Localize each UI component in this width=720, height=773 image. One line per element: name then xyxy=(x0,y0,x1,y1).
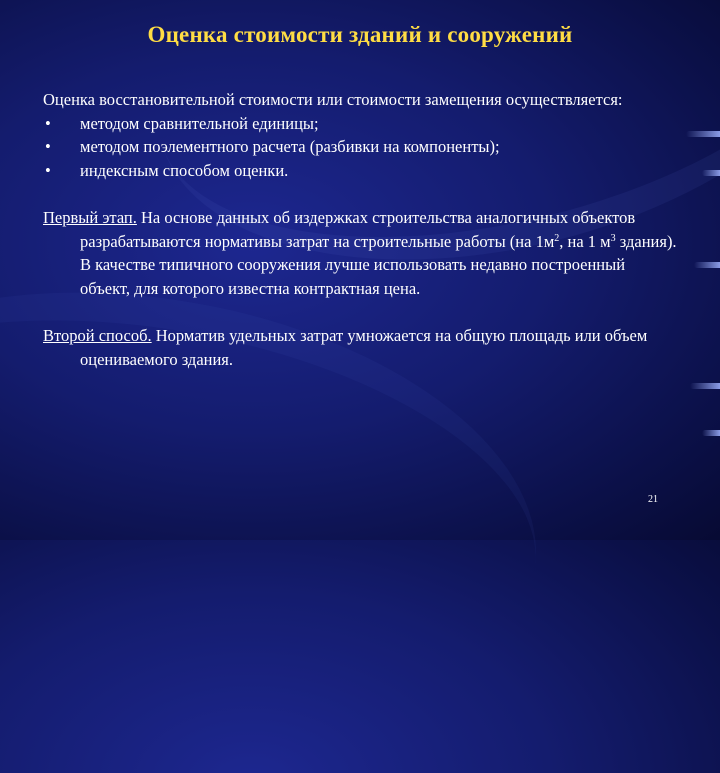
stage2-label: Второй способ. xyxy=(43,326,152,345)
method-text: методом сравнительной единицы; xyxy=(80,113,319,133)
stage2-paragraph xyxy=(43,324,678,371)
decor-edge-bar xyxy=(686,131,720,137)
bullet-icon: • xyxy=(45,113,51,133)
decor-edge-bar xyxy=(690,383,720,389)
list-item xyxy=(43,159,678,183)
stage1-text-b: , на 1 м xyxy=(559,231,611,251)
decor-edge-bar xyxy=(702,430,720,436)
stage1-sup-square: 2 xyxy=(554,232,560,244)
stage1-text-a: На основе данных об издержках строительства аналогичных объектов разрабатываются нормативы затрат на строительные работы (на 1м xyxy=(80,208,636,251)
stage1-text-c: здания). В качестве типичного сооружения лучше использовать недавно построенный объект, для которого известна контрактная цена. xyxy=(80,231,677,298)
page-number: 21 xyxy=(648,494,658,505)
stage1-paragraph xyxy=(43,206,678,300)
methods-list xyxy=(43,112,678,183)
decor-edge-bar xyxy=(694,262,720,268)
list-item xyxy=(43,135,678,159)
method-text: методом поэлементного расчета (разбивки на компоненты); xyxy=(80,137,500,156)
slide-title: Оценка стоимости зданий и сооружений xyxy=(147,22,573,47)
bullet-icon: • xyxy=(45,160,51,180)
stage2-text: Норматив удельных затрат умножается на общую площадь или объем оцениваемого здания. xyxy=(80,326,648,369)
slide-body xyxy=(43,88,678,371)
method-text: индексным способом оценки. xyxy=(80,160,289,180)
stage1-label: Первый этап. xyxy=(43,208,137,227)
stage1-sup-cube: 3 xyxy=(610,232,616,244)
intro-paragraph: Оценка восстановительной стоимости или стоимости замещения осуществляется: xyxy=(43,90,623,109)
bullet-icon: • xyxy=(45,137,51,156)
decor-edge-bar xyxy=(702,170,720,176)
list-item xyxy=(43,112,678,136)
